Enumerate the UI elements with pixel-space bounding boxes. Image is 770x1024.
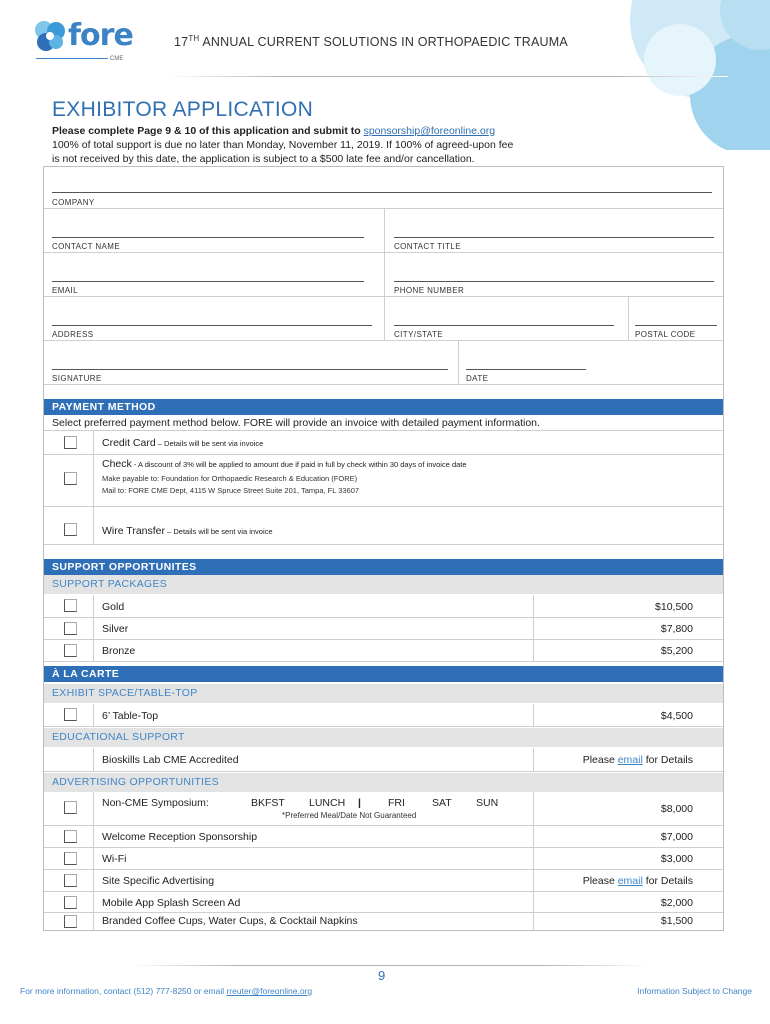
logo-flower-icon [32, 18, 68, 54]
bioskills-email-link[interactable]: email [617, 754, 643, 766]
check-mail-note: Mail to: FORE CME Dept, 4115 W Spruce Street Suite 201, Tampa, FL 33607 [102, 486, 360, 495]
symposium-price: $8,000 [533, 792, 723, 825]
bioskills-row [44, 748, 723, 772]
check-checkbox[interactable] [64, 472, 77, 485]
email-input[interactable] [52, 281, 364, 282]
wifi-checkbox[interactable] [64, 852, 77, 865]
exhibit-space-heading: EXHIBIT SPACE/TABLE-TOP [44, 684, 723, 703]
symposium-row [44, 792, 723, 826]
bioskills-label: Bioskills Lab CME Accredited [102, 754, 239, 766]
check-label: Check - A discount of 3% will be applied to amount due if paid in full by check within 30 days of invoice date [102, 458, 467, 470]
wifi-label: Wi-Fi [102, 853, 127, 865]
package-row-bronze [44, 640, 723, 662]
contact-name-input[interactable] [52, 237, 364, 238]
mobile-app-row [44, 892, 723, 913]
city-state-label: CITY/STATE [394, 330, 444, 339]
site-advertising-price: Please email for Details [533, 870, 723, 891]
company-input[interactable] [52, 192, 712, 193]
fore-logo [32, 14, 132, 64]
credit-card-row [44, 430, 723, 455]
welcome-checkbox[interactable] [64, 830, 77, 843]
package-row-gold [44, 595, 723, 618]
page-number: 9 [378, 968, 386, 983]
site-advertising-email-link[interactable]: email [617, 875, 643, 887]
city-state-input[interactable] [394, 325, 614, 326]
contact-title-input[interactable] [394, 237, 714, 238]
advertising-heading: ADVERTISING OPPORTUNITIES [44, 773, 723, 792]
check-row [44, 455, 723, 507]
coffee-cups-label: Branded Coffee Cups, Water Cups, & Cocktail Napkins [102, 915, 358, 927]
postal-code-input[interactable] [635, 325, 717, 326]
bioskills-price: Please email for Details [533, 748, 723, 771]
table-top-label: 6’ Table-Top [102, 710, 159, 722]
intro-text: Please complete Page 9 & 10 of this application and submit to sponsorship@foreonline.org 100% of total support is due no later than Monday, November 11, 2019. If 100% of agreed-upon fee is not received by this date, the application is subject to a $500 late fee and/or cancellation. [52, 125, 514, 165]
support-packages-heading: SUPPORT PACKAGES [44, 575, 723, 594]
sponsorship-email-link[interactable]: sponsorship@foreonline.org [363, 125, 496, 137]
option-separator: | [358, 797, 361, 809]
application-form [43, 166, 724, 931]
coffee-cups-checkbox[interactable] [64, 915, 77, 928]
table-top-row [44, 704, 723, 727]
conference-title: 17TH ANNUAL CURRENT SOLUTIONS IN ORTHOPAEDIC TRAUMA [174, 34, 568, 50]
site-advertising-checkbox[interactable] [64, 874, 77, 887]
payment-note: Select preferred payment method below. FORE will provide an invoice with detailed payment information. [52, 417, 540, 429]
postal-code-label: POSTAL CODE [635, 330, 696, 339]
table-top-price: $4,500 [533, 704, 723, 726]
email-label: EMAIL [52, 286, 79, 295]
symposium-note: *Preferred Meal/Date Not Guaranteed [282, 811, 417, 820]
date-label: DATE [466, 374, 489, 383]
footer-disclaimer: Information Subject to Change [637, 986, 752, 996]
logo-word: fore [68, 18, 133, 53]
gold-checkbox[interactable] [64, 599, 77, 612]
signature-input[interactable] [52, 369, 448, 370]
header-divider [168, 76, 728, 77]
company-row [44, 167, 723, 209]
wifi-price: $3,000 [533, 848, 723, 869]
welcome-row [44, 826, 723, 848]
bronze-checkbox[interactable] [64, 644, 77, 657]
package-row-silver [44, 618, 723, 640]
table-top-checkbox[interactable] [64, 708, 77, 721]
phone-input[interactable] [394, 281, 714, 282]
option-bkfst[interactable]: BKFST [251, 797, 285, 809]
option-sat[interactable]: SAT [432, 797, 452, 809]
bronze-price: $5,200 [533, 640, 723, 661]
coffee-cups-price: $1,500 [533, 913, 723, 931]
credit-card-label: Credit Card – Details will be sent via invoice [102, 437, 264, 449]
site-advertising-label: Site Specific Advertising [102, 875, 215, 887]
gold-label: Gold [102, 601, 125, 613]
coffee-cups-row [44, 913, 723, 931]
option-fri[interactable]: FRI [388, 797, 405, 809]
email-phone-row [44, 253, 723, 297]
page-title: EXHIBITOR APPLICATION [52, 98, 314, 121]
contact-row [44, 209, 723, 253]
address-row [44, 297, 723, 341]
signature-row [44, 341, 723, 385]
welcome-price: $7,000 [533, 826, 723, 847]
site-advertising-row [44, 870, 723, 892]
gold-price: $10,500 [533, 595, 723, 617]
option-lunch[interactable]: LUNCH [309, 797, 346, 809]
mobile-app-checkbox[interactable] [64, 896, 77, 909]
signature-label: SIGNATURE [52, 374, 102, 383]
support-heading: SUPPORT OPPORTUNITES [44, 559, 723, 575]
silver-checkbox[interactable] [64, 622, 77, 635]
mobile-app-price: $2,000 [533, 892, 723, 912]
welcome-label: Welcome Reception Sponsorship [102, 831, 258, 843]
phone-label: PHONE NUMBER [394, 286, 465, 295]
option-sun[interactable]: SUN [476, 797, 499, 809]
wifi-row [44, 848, 723, 870]
educational-support-heading: EDUCATIONAL SUPPORT [44, 728, 723, 747]
wire-transfer-label: Wire Transfer – Details will be sent via invoice [102, 525, 273, 537]
date-input[interactable] [466, 369, 586, 370]
footer-email-link[interactable]: rreuter@foreonline.org [226, 986, 313, 996]
logo-underline [36, 58, 108, 59]
contact-title-label: CONTACT TITLE [394, 242, 461, 251]
symposium-checkbox[interactable] [64, 801, 77, 814]
footer-divider [130, 965, 650, 966]
address-input[interactable] [52, 325, 372, 326]
address-label: ADDRESS [52, 330, 94, 339]
wire-transfer-row [44, 507, 723, 545]
a-la-carte-heading: À LA CARTE [44, 666, 723, 682]
company-label: COMPANY [52, 198, 95, 207]
footer-contact: For more information, contact (512) 777-8250 or email rreuter@foreonline.org [20, 986, 313, 996]
silver-price: $7,800 [533, 618, 723, 639]
check-payable-note: Make payable to: Foundation for Orthopaedic Research & Education (FORE) [102, 474, 358, 483]
logo-sub: CME [110, 56, 124, 62]
mobile-app-label: Mobile App Splash Screen Ad [102, 897, 241, 909]
silver-label: Silver [102, 623, 129, 635]
wire-transfer-checkbox[interactable] [64, 523, 77, 536]
credit-card-checkbox[interactable] [64, 436, 77, 449]
symposium-label: Non-CME Symposium: [102, 797, 209, 809]
bronze-label: Bronze [102, 645, 136, 657]
contact-name-label: CONTACT NAME [52, 242, 121, 251]
payment-method-heading: PAYMENT METHOD [44, 399, 723, 415]
